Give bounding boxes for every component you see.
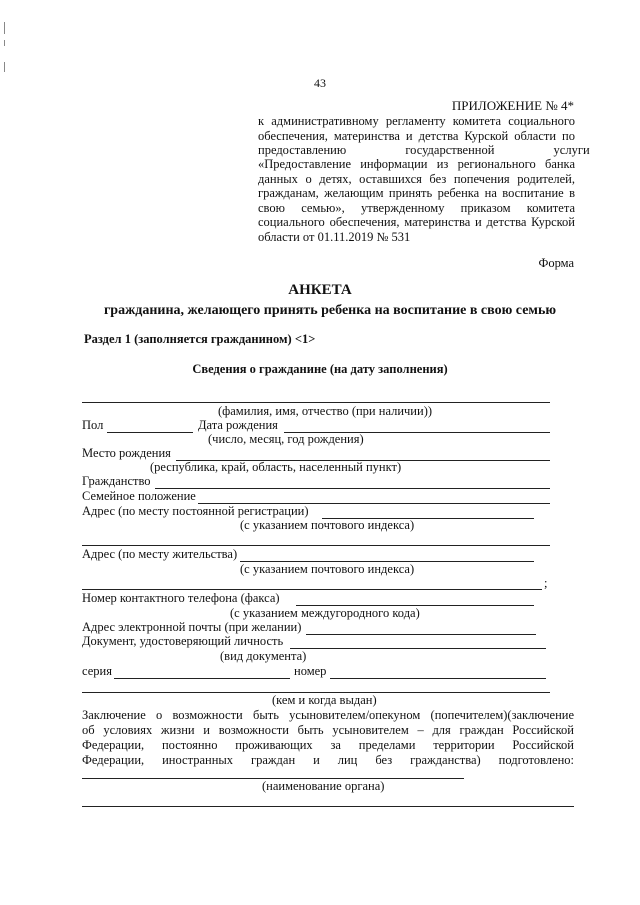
id-document-label: Документ, удостоверяющий личность <box>82 634 284 648</box>
appendix-text-line: обеспечения, материнства и детства Курской области по <box>258 129 575 143</box>
citizenship-label: Гражданство <box>82 474 151 488</box>
number-label: номер <box>294 664 327 678</box>
appendix-text-line: «Предоставление информации из регионального банка <box>258 157 575 171</box>
appendix-text-line: свою семью», утвержденному приказом комитета <box>258 201 575 215</box>
appendix-text-line: данных о детях, оставшихся без попечения родителей, <box>258 172 575 186</box>
info-heading: Сведения о гражданине (на дату заполнения) <box>192 362 448 376</box>
authority-hint: (наименование органа) <box>262 779 385 793</box>
phone-hint: (с указанием междугородного кода) <box>230 606 420 620</box>
document-title: АНКЕТА <box>288 282 352 298</box>
document-type-hint: (вид документа) <box>220 649 307 663</box>
series-field-line[interactable] <box>114 678 290 679</box>
permanent-address-field-line-2[interactable] <box>82 545 550 546</box>
appendix-text-line: предоставлению государственной услуги <box>258 143 590 157</box>
number-field-line[interactable] <box>330 678 546 679</box>
scan-margin-mark <box>4 62 5 72</box>
appendix-text-line: области от 01.11.2019 № 531 <box>258 230 411 244</box>
email-label: Адрес электронной почты (при желании) <box>82 620 302 634</box>
line-end-semicolon: ; <box>544 576 548 590</box>
postal-index-hint: (с указанием почтового индекса) <box>240 518 415 532</box>
citizenship-field-line[interactable] <box>155 488 550 489</box>
sex-field-line[interactable] <box>107 432 193 433</box>
issued-by-hint: (кем и когда выдан) <box>272 693 377 707</box>
phone-label: Номер контактного телефона (факса) <box>82 591 280 605</box>
birth-date-label: Дата рождения <box>198 418 278 432</box>
appendix-title: ПРИЛОЖЕНИЕ № 4* <box>451 98 574 113</box>
birth-date-hint: (число, месяц, год рождения) <box>208 432 364 446</box>
full-name-field-line[interactable] <box>82 402 550 403</box>
full-name-hint: (фамилия, имя, отчество (при наличии)) <box>218 404 433 418</box>
birth-place-hint: (республика, край, область, населенный пункт) <box>150 460 402 474</box>
appendix-text-line: социального обеспечения, материнства и детства Курской <box>258 215 575 229</box>
conclusion-text-line: Заключение о возможности быть усыновителем/опекуном (попечителем)(заключение <box>82 708 574 722</box>
page-number: 43 <box>314 76 326 90</box>
marital-status-label: Семейное положение <box>82 489 196 503</box>
authority-field-line-2[interactable] <box>82 806 574 807</box>
postal-index-hint: (с указанием почтового индекса) <box>240 562 415 576</box>
appendix-text-line: к административному регламенту комитета социального <box>258 114 575 128</box>
permanent-address-label: Адрес (по месту постоянной регистрации) <box>82 504 309 518</box>
form-label: Форма <box>538 256 574 270</box>
conclusion-text-line: Федерации, постоянно проживающих за пределами территории Российской <box>82 738 574 752</box>
residence-address-label: Адрес (по месту жительства) <box>82 547 238 561</box>
section-heading: Раздел 1 (заполняется гражданином) <1> <box>84 332 316 346</box>
scan-margin-mark <box>4 22 5 34</box>
conclusion-text-line: Федерации, иностранных граждан и лиц без гражданства) подготовлено: <box>82 753 574 767</box>
residence-address-field-line-2[interactable] <box>82 589 542 590</box>
birth-place-label: Место рождения <box>82 446 171 460</box>
document-subtitle: гражданина, желающего принять ребенка на воспитание в свою семью <box>103 303 557 318</box>
series-label: серия <box>82 664 112 678</box>
conclusion-text-line: об условиях жизни и возможности быть усыновителем – для граждан Российской <box>82 723 574 737</box>
appendix-text-line: гражданам, желающим принять ребенка на воспитание в <box>258 186 575 200</box>
scan-margin-mark <box>4 40 5 46</box>
email-field-line[interactable] <box>306 634 536 635</box>
sex-label: Пол <box>82 418 104 432</box>
id-document-field-line[interactable] <box>290 648 546 649</box>
